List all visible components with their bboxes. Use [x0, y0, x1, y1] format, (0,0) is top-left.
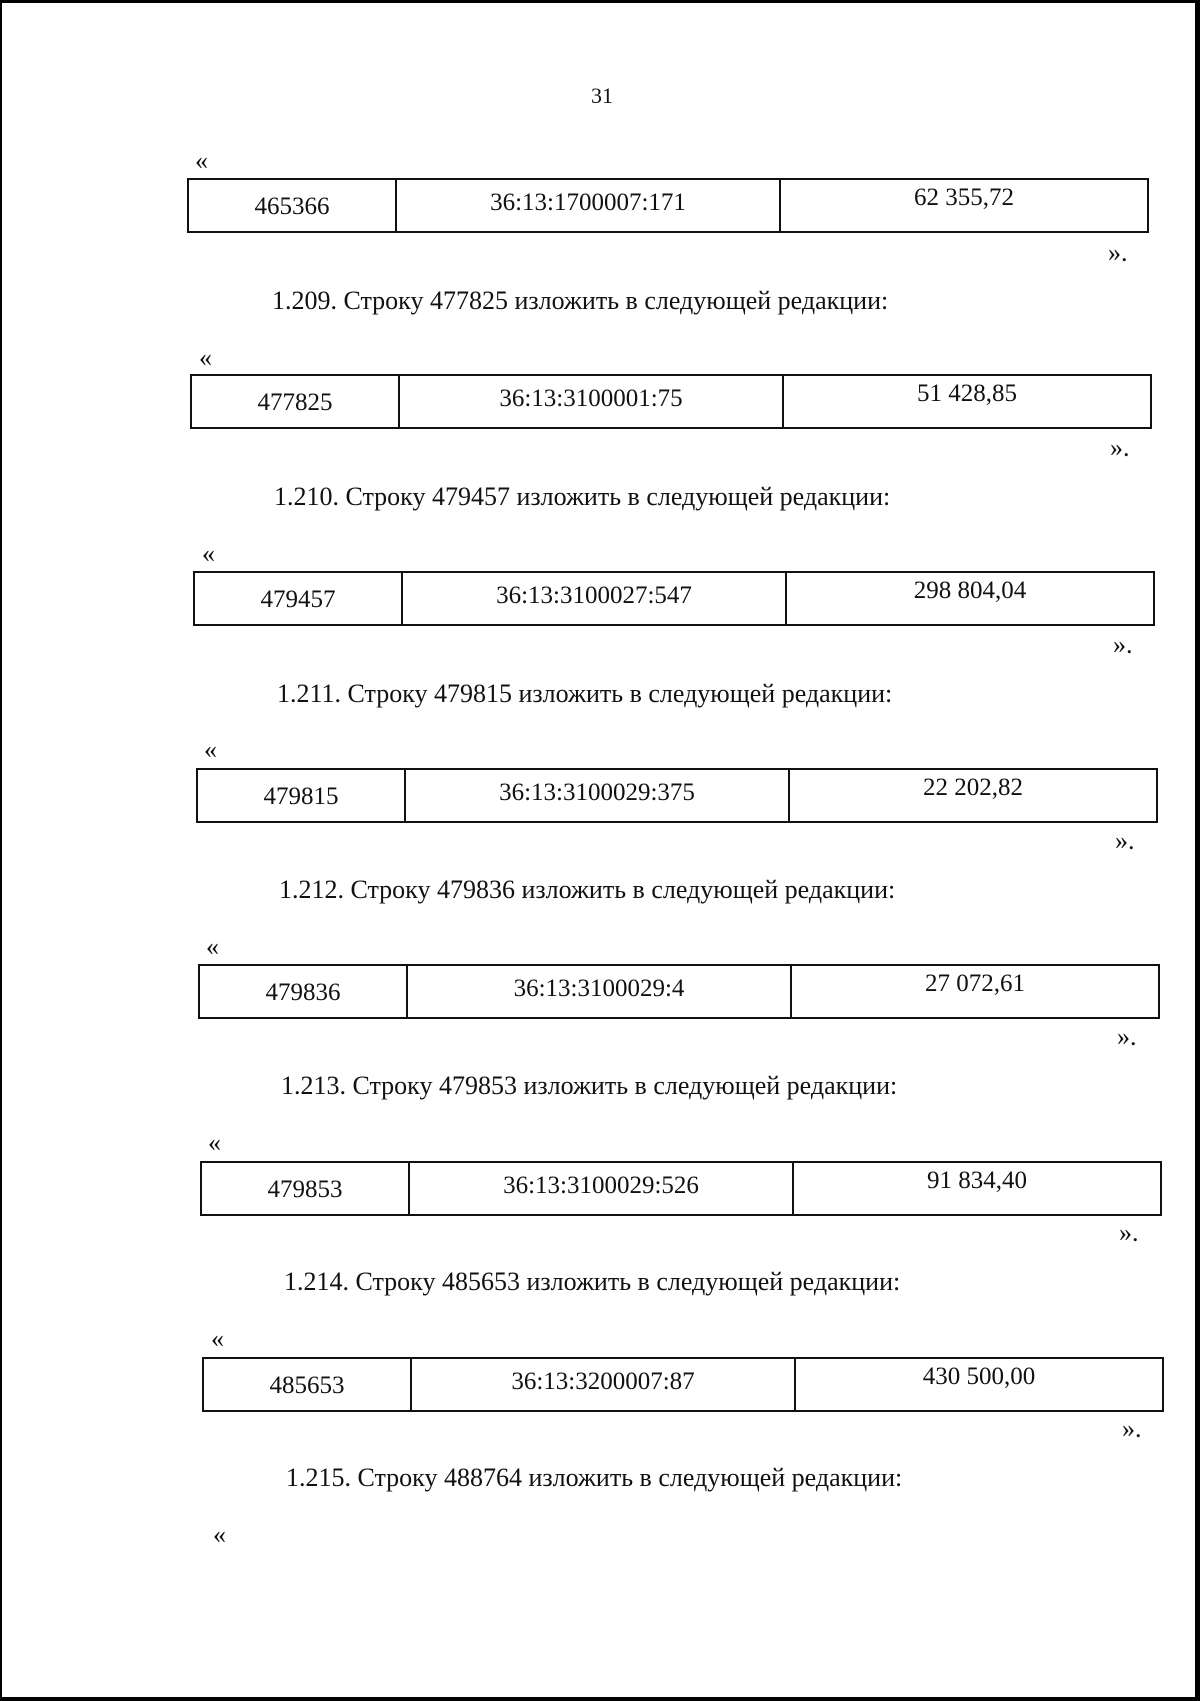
paragraph-heading: 1.209. Строку 477825 изложить в следующей редакции: — [272, 286, 889, 315]
table-row — [196, 768, 1158, 823]
value-cell — [790, 770, 1156, 821]
value-cell — [794, 1163, 1160, 1214]
cadastral-value: 27 072,61 — [925, 970, 1025, 997]
row-number-cell — [189, 180, 397, 231]
cadastral-cell — [403, 573, 787, 624]
closing-quote: ». — [1113, 630, 1133, 659]
opening-quote: « — [202, 539, 215, 568]
table-row — [187, 178, 1149, 233]
paragraph-heading: 1.215. Строку 488764 изложить в следующей редакции: — [286, 1463, 903, 1492]
opening-quote: « — [195, 146, 208, 175]
cadastral-number: 36:13:3100027:547 — [496, 582, 692, 609]
closing-quote: ». — [1108, 238, 1128, 267]
paragraph-heading: 1.213. Строку 479853 изложить в следующей редакции: — [281, 1071, 898, 1100]
cadastral-number: 36:13:1700007:171 — [490, 189, 686, 216]
cadastral-cell — [406, 770, 790, 821]
value-cell — [787, 573, 1153, 624]
page-number: 31 — [591, 83, 613, 108]
cadastral-number: 36:13:3100029:375 — [499, 779, 695, 806]
row-number: 477825 — [257, 389, 333, 416]
value-cell — [781, 180, 1147, 231]
row-number: 479457 — [260, 586, 336, 613]
table-row — [193, 571, 1155, 626]
cadastral-cell — [397, 180, 781, 231]
value-cell — [796, 1359, 1162, 1410]
paragraph-heading: 1.210. Строку 479457 изложить в следующей редакции: — [274, 482, 891, 511]
table-row — [198, 964, 1160, 1019]
opening-quote: « — [208, 1128, 221, 1157]
row-number-cell — [198, 770, 406, 821]
row-number-cell — [192, 376, 400, 427]
closing-quote: ». — [1117, 1022, 1137, 1051]
row-number: 479853 — [267, 1176, 343, 1203]
closing-quote: ». — [1115, 826, 1135, 855]
value-cell — [792, 966, 1158, 1017]
cadastral-cell — [412, 1359, 796, 1410]
row-number: 479836 — [265, 979, 341, 1006]
paragraph-heading: 1.211. Строку 479815 изложить в следующей редакции: — [277, 679, 893, 708]
cadastral-number: 36:13:3200007:87 — [511, 1368, 695, 1395]
cadastral-number: 36:13:3100029:4 — [513, 975, 685, 1002]
cadastral-value: 91 834,40 — [927, 1167, 1027, 1194]
row-number-cell — [195, 573, 403, 624]
cadastral-value: 430 500,00 — [922, 1363, 1036, 1390]
paragraph-heading: 1.212. Строку 479836 изложить в следующей редакции: — [279, 875, 896, 904]
row-number: 485653 — [269, 1372, 345, 1399]
cadastral-value: 22 202,82 — [923, 774, 1023, 801]
cadastral-value: 62 355,72 — [914, 184, 1014, 211]
opening-quote: « — [211, 1324, 224, 1353]
row-number: 479815 — [263, 783, 339, 810]
value-cell — [784, 376, 1150, 427]
document-page — [2, 3, 1195, 1697]
row-number: 465366 — [254, 193, 330, 220]
table-row — [190, 374, 1152, 429]
closing-quote: ». — [1122, 1414, 1142, 1443]
cadastral-value: 298 804,04 — [913, 577, 1027, 604]
opening-quote: « — [199, 343, 212, 372]
cadastral-cell — [410, 1163, 794, 1214]
table-row — [200, 1161, 1162, 1216]
cadastral-number: 36:13:3100001:75 — [499, 385, 683, 412]
opening-quote: « — [206, 932, 219, 961]
row-number-cell — [200, 966, 408, 1017]
row-number-cell — [202, 1163, 410, 1214]
table-row — [202, 1357, 1164, 1412]
cadastral-cell — [400, 376, 784, 427]
cadastral-cell — [408, 966, 792, 1017]
closing-quote: ». — [1110, 433, 1130, 462]
cadastral-value: 51 428,85 — [917, 380, 1017, 407]
closing-quote: ». — [1119, 1218, 1139, 1247]
opening-quote: « — [204, 735, 217, 764]
paragraph-heading: 1.214. Строку 485653 изложить в следующей редакции: — [284, 1267, 901, 1296]
cadastral-number: 36:13:3100029:526 — [503, 1172, 699, 1199]
row-number-cell — [204, 1359, 412, 1410]
opening-quote: « — [213, 1520, 226, 1549]
